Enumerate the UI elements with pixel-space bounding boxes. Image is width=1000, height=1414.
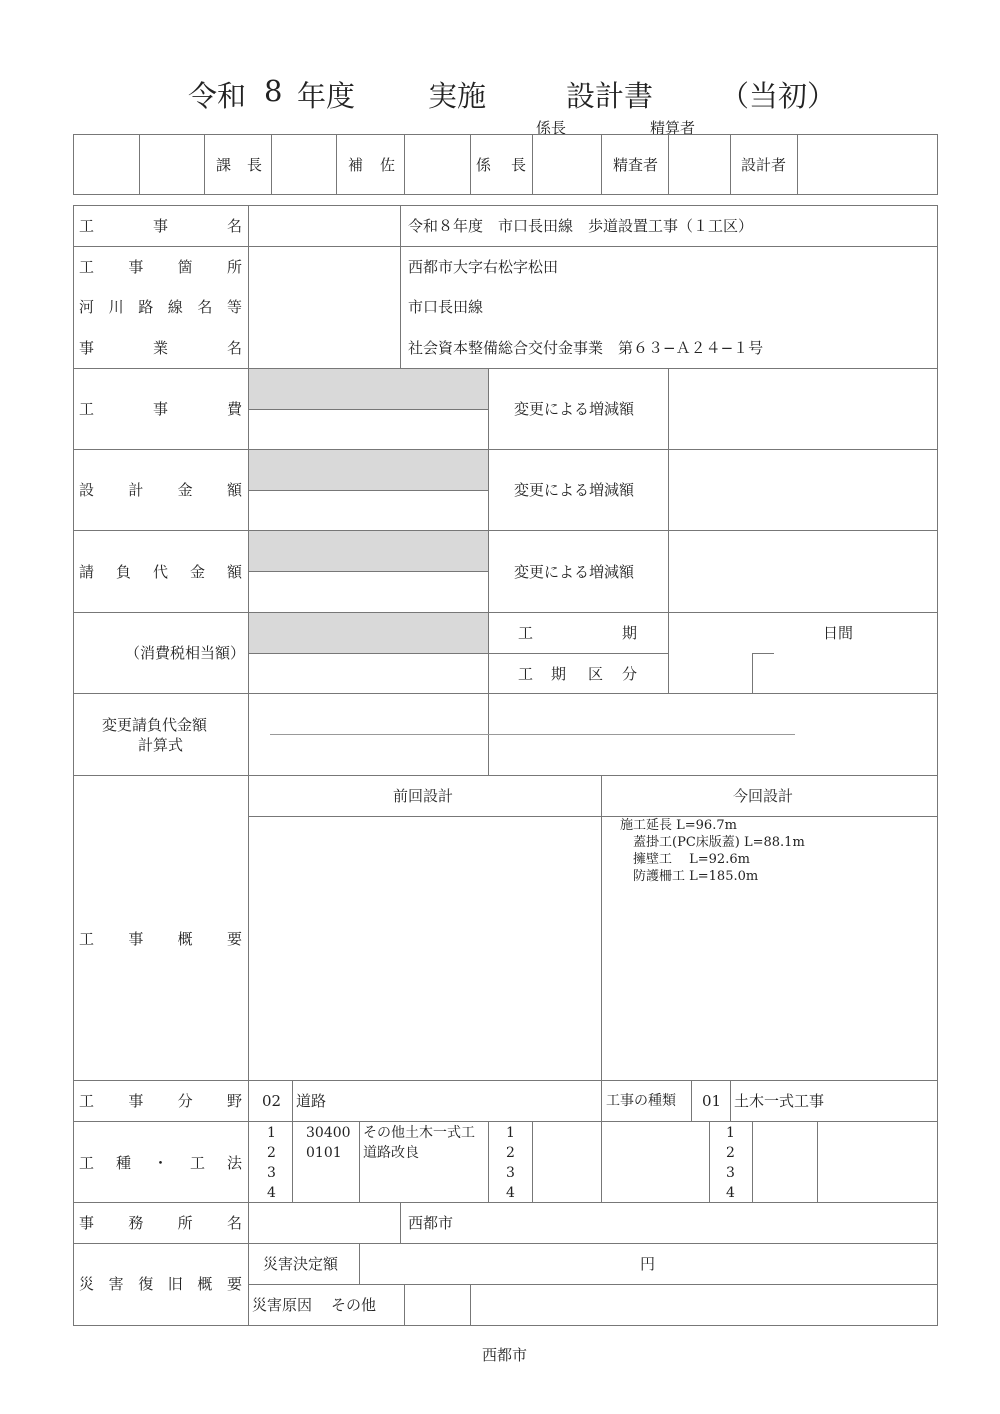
label-koji-kasho: 工 事 箇 所 (79, 258, 242, 276)
approval-kakaricho-1: 係 (476, 156, 492, 174)
title-doc: 設計書 (566, 79, 654, 113)
title-status: （当初） (720, 79, 837, 113)
koji-mei-value: 令和８年度 市口長田線 歩道設置工事（１工区） (408, 217, 754, 235)
overview-curr-line-3: 擁壁工 L=92.6m (620, 852, 750, 867)
label-kasen-rosen: 河 川 路 線 名 等 (79, 298, 242, 316)
approval-kacho-2: 長 (247, 156, 263, 174)
title-year: 8 (264, 74, 283, 108)
koki-label-1: 工 (518, 624, 534, 642)
kohou-nums-2: 1 2 3 4 (506, 1125, 515, 1201)
koki-unit: 日間 (823, 624, 854, 642)
bunya-code: 02 (262, 1092, 282, 1110)
kohou-names: その他土木一式工 道路改良 (363, 1125, 475, 1161)
approval-sekkei: 設計者 (741, 156, 787, 174)
koji-kasho-value: 西都市大字右松字松田 (408, 258, 559, 276)
approval-kakaricho-2: 長 (511, 156, 527, 174)
footer-issuer: 西都市 (482, 1346, 528, 1364)
overview-curr-line-1: 施工延長 L=96.7m (620, 818, 737, 833)
sub-label-kakaricho: 係長 (536, 119, 567, 137)
label-kohou: 工 種 ・ 工 法 (79, 1154, 242, 1172)
shurui-code: 01 (702, 1092, 722, 1110)
henko-label-1: 変更請負代金額 (102, 716, 208, 734)
approval-kacho-1: 課 (216, 156, 232, 174)
label-gaiyo: 工 事 概 要 (79, 930, 242, 948)
title-kind: 実施 (428, 79, 487, 113)
henko-zogen-1: 変更による増減額 (514, 400, 635, 418)
rosen-value: 市口長田線 (408, 298, 484, 316)
label-ukeoi: 請 負 代 金 額 (79, 563, 242, 581)
shurui-name: 土木一式工事 (734, 1092, 825, 1110)
title-fiscal-year: 年度 (297, 79, 356, 113)
shurui-label: 工事の種類 (606, 1093, 676, 1109)
label-saigai: 災 害 復 旧 概 要 (79, 1275, 242, 1293)
approval-seisa: 精査者 (613, 156, 659, 174)
saigai-kettei-label: 災害決定額 (263, 1255, 339, 1273)
kohou-nums-3: 1 2 3 4 (726, 1125, 735, 1201)
formula-line (270, 734, 795, 735)
jimusho-value: 西都市 (408, 1214, 454, 1232)
koki-kubun-2: 期 (551, 665, 567, 683)
overview-curr-header: 今回設計 (733, 787, 794, 805)
bunya-name: 道路 (296, 1092, 327, 1110)
amount-shade-sekkei (249, 450, 488, 490)
overview-prev-header: 前回設計 (393, 787, 454, 805)
approval-table (73, 134, 938, 195)
amount-shade-shohizei (249, 613, 488, 653)
saigai-genin-value: その他 (331, 1296, 377, 1314)
henko-label-2: 計算式 (138, 736, 184, 754)
koki-kubun-3: 区 (588, 665, 604, 683)
overview-curr-line-2: 蓋掛工(PC床版蓋) L=88.1m (620, 835, 805, 850)
label-koji-hi: 工 事 費 (79, 400, 242, 418)
title-era: 令和 (188, 79, 247, 113)
label-sekkei-kingaku: 設 計 金 額 (79, 481, 242, 499)
overview-curr-line-4: 防護柵工 L=185.0m (620, 869, 759, 884)
label-koji-mei: 工 事 名 (79, 217, 242, 235)
kohou-nums-1: 1 2 3 4 (267, 1125, 276, 1201)
kohou-codes: 30400 0101 (306, 1125, 351, 1161)
amount-shade-ukeoi (249, 531, 488, 571)
henko-zogen-2: 変更による増減額 (514, 481, 635, 499)
approval-hosa-2: 佐 (380, 156, 396, 174)
sub-label-seisansha: 精算者 (650, 119, 696, 137)
koki-kubun-1: 工 (518, 665, 534, 683)
label-bunya: 工 事 分 野 (79, 1092, 242, 1110)
label-jimusho: 事 務 所 名 (79, 1214, 242, 1232)
henko-zogen-3: 変更による増減額 (514, 563, 635, 581)
label-jigyo-mei: 事 業 名 (79, 339, 242, 357)
jigyo-mei-value: 社会資本整備総合交付金事業 第６３−Ａ２４−１号 (408, 339, 764, 357)
label-shohizei: （消費税相当額） (125, 644, 246, 662)
saigai-yen: 円 (640, 1255, 656, 1273)
document-title (0, 74, 1000, 118)
amount-shade-kojihi (249, 369, 488, 409)
koki-kubun-4: 分 (622, 665, 638, 683)
koki-label-2: 期 (622, 624, 638, 642)
saigai-genin-label: 災害原因 (252, 1296, 313, 1314)
approval-hosa-1: 補 (348, 156, 364, 174)
